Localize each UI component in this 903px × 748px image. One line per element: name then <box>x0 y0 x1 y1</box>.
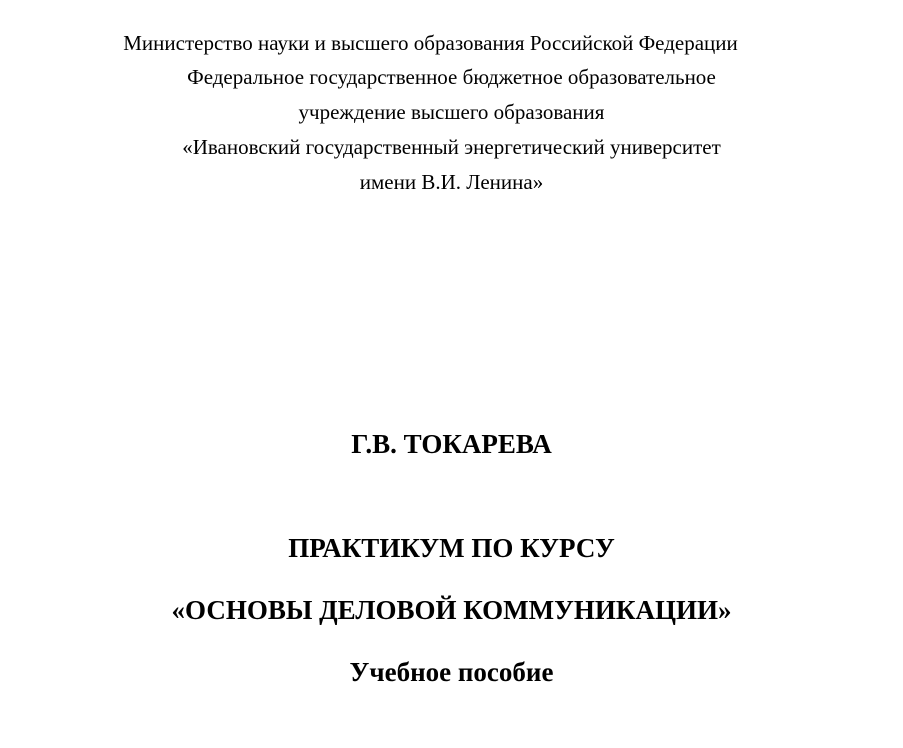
title-line-1: ПРАКТИКУМ ПО КУРСУ <box>288 533 615 563</box>
institution-type-line: Федеральное государственное бюджетное образовательное <box>187 65 716 89</box>
author-name: Г.В. ТОКАРЕВА <box>351 429 552 459</box>
ministry-line: Министерство науки и высшего образования Российской Федерации <box>123 31 738 55</box>
university-name-line: «Ивановский государственный энергетический университет <box>182 135 721 159</box>
institution-level-line: учреждение высшего образования <box>298 100 605 124</box>
title-line-2: «ОСНОВЫ ДЕЛОВОЙ КОММУНИКАЦИИ» <box>171 595 732 625</box>
document-type: Учебное пособие <box>349 657 554 687</box>
university-dedication-line: имени В.И. Ленина» <box>359 170 544 194</box>
